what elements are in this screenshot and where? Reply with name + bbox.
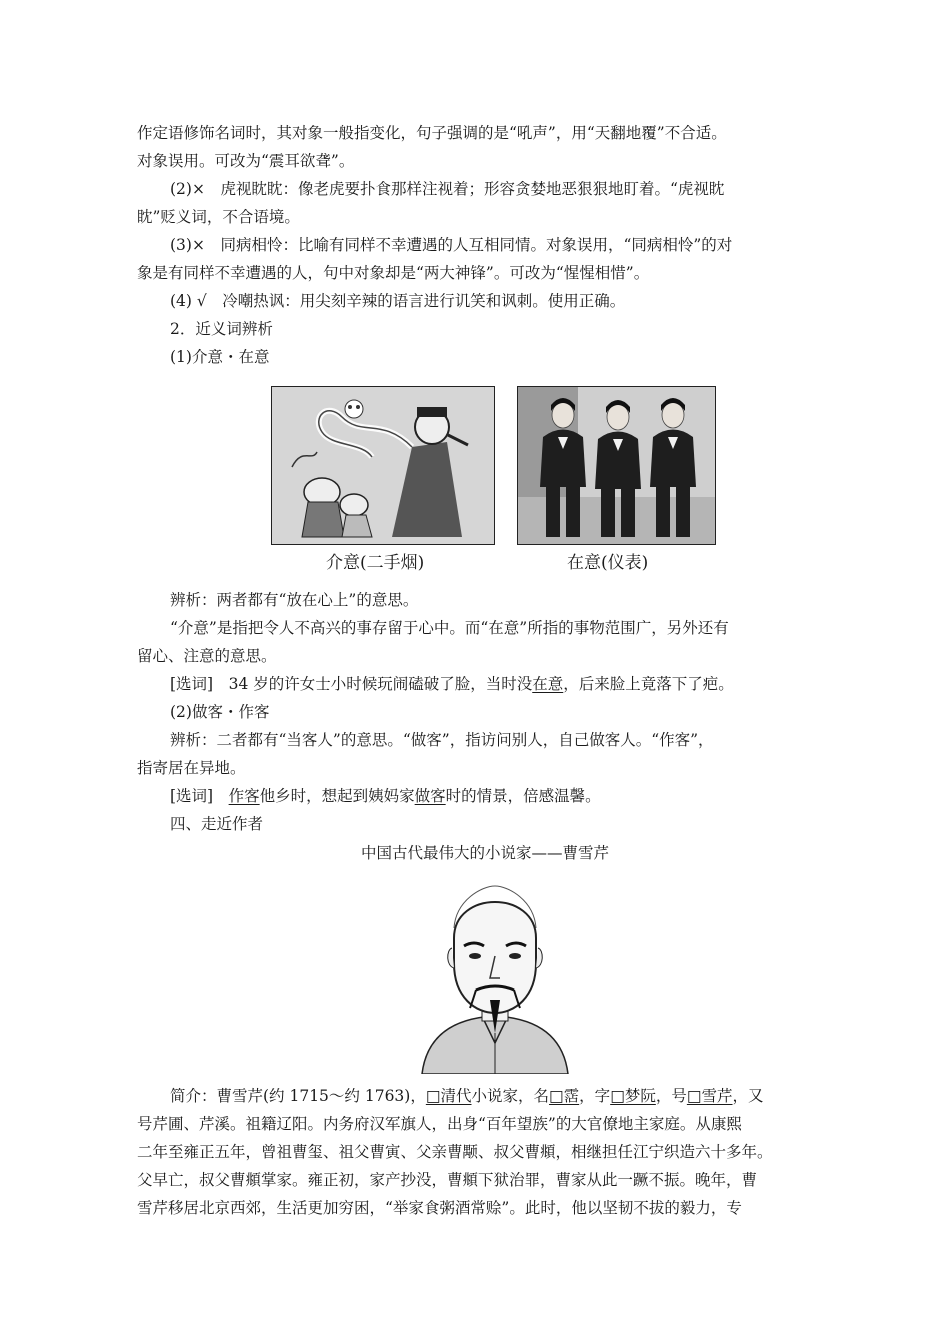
text-line: 辨析：两者都有“放在心上”的意思。: [170, 591, 419, 609]
text-segment: ，后来脸上竟落下了疤。: [563, 675, 734, 693]
text-line: (4) √ 冷嘲热讽：用尖刻辛辣的语言进行讥笑和讽刺。使用正确。: [170, 292, 626, 310]
underlined-word: 在意: [532, 675, 564, 693]
text-segment: 简介：曹雪芹(约 1715～约 1763)，: [170, 1087, 426, 1105]
text-segment: ，又: [732, 1087, 764, 1105]
text-line: 对象误用。可改为“震耳欲聋”。: [137, 152, 355, 170]
biography-line: [170, 1086, 764, 1106]
underlined-answer: □清代: [425, 1087, 472, 1105]
underlined-answer: □雪芹: [686, 1087, 733, 1105]
biography-line: 号芹圃、芹溪。祖籍辽阳。内务府汉军旗人，出身“百年望族”的大官僚地主家庭。从康熙: [137, 1115, 742, 1133]
text-line: (2)× 虎视眈眈：像老虎要扑食那样注视着；形容贪婪地恶狠狠地盯着。“虎视眈: [170, 180, 725, 198]
text-line: 眈”贬义词，不合语境。: [137, 208, 300, 226]
sub-heading: (2)做客・作客: [170, 703, 270, 721]
underlined-answer: □梦阮: [610, 1087, 656, 1105]
biography-line: 二年至雍正五年，曾祖曹玺、祖父曹寅、父亲曹颙、叔父曹頫，相继担任江宁织造六十多年。: [137, 1143, 773, 1161]
text-line: 作定语修饰名词时，其对象一般指变化，句子强调的是“吼声”，用“天翻地覆”不合适。: [137, 124, 727, 142]
text-segment: 小说家，名: [471, 1087, 550, 1105]
section-heading: 2．近义词辨析: [170, 320, 273, 338]
sub-heading: (1)介意・在意: [170, 348, 270, 366]
biography-line: 雪芹移居北京西郊，生活更加穷困，“举家食粥酒常赊”。此时，他以坚韧不拔的毅力，专: [137, 1199, 742, 1217]
figure-caption-left: 介意(二手烟): [326, 553, 425, 573]
text-line: 辨析：二者都有“当客人”的意思。“做客”，指访问别人，自己做客人。“作客”，: [170, 731, 714, 749]
cao-xueqin-portrait: [402, 868, 588, 1074]
underlined-word: 做客: [414, 787, 446, 805]
text-segment: ，字: [579, 1087, 611, 1105]
secondhand-smoke-cartoon: [271, 386, 495, 545]
comparison-figure: [260, 378, 730, 584]
example-sentence: [170, 786, 601, 806]
text-segment: 时的情景，倍感温馨。: [445, 787, 601, 805]
figure-caption-right: 在意(仪表): [567, 553, 649, 573]
underlined-word: 作客: [228, 787, 260, 805]
text-line: 指寄居在异地。: [137, 759, 246, 777]
text-segment: [选词]: [170, 787, 229, 805]
biography-line: 父早亡，叔父曹頫掌家。雍正初，家产抄没，曹頫下狱治罪，曹家从此一蹶不振。晚年，曹: [137, 1171, 758, 1189]
example-sentence: [170, 674, 734, 694]
text-segment: ，号: [655, 1087, 687, 1105]
text-segment: [选词] 34 岁的许女士小时候玩闹磕破了脸，当时没: [170, 675, 533, 693]
author-title: 中国古代最伟大的小说家——曹雪芹: [361, 844, 610, 862]
text-line: 留心、注意的意思。: [137, 647, 277, 665]
text-line: “介意”是指把令人不高兴的事存留于心中。而“在意”所指的事物范围广，另外还有: [170, 619, 729, 637]
text-segment: 他乡时，想起到姨妈家: [259, 787, 415, 805]
section-heading: 四、走近作者: [170, 815, 264, 833]
underlined-answer: □霑: [549, 1087, 580, 1105]
text-line: (3)× 同病相怜：比喻有同样不幸遭遇的人互相同情。对象误用，“同病相怜”的对: [170, 236, 733, 254]
text-line: 象是有同样不幸遭遇的人，句中对象却是“两大神锋”。可改为“惺惺相惜”。: [137, 264, 650, 282]
three-women-photo: [517, 386, 716, 545]
